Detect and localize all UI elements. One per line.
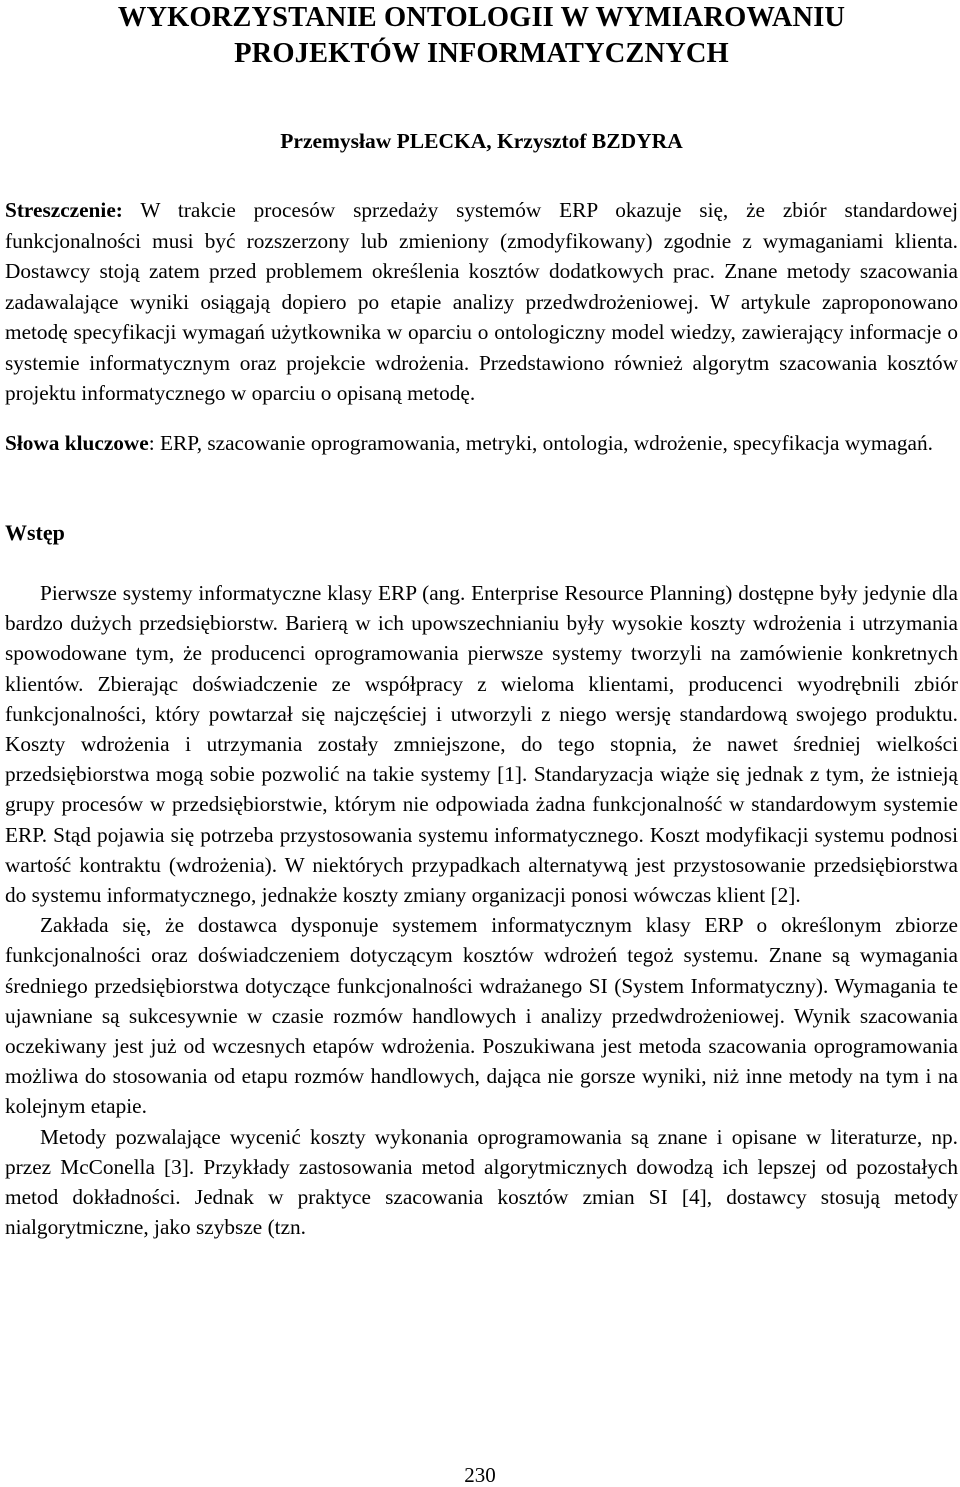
- document-page: [5, 0, 958, 1242]
- abstract: [5, 195, 958, 409]
- body-paragraph-3: Metody pozwalające wycenić koszty wykonania oprogramowania są znane i opisane w literaturze, np. przez McConella [3]. Przykłady zastosowania metod algorytmicznych dowodzą ich lepszej od pozostałych metod dokładności. Jednak w praktyce szacowania kosztów zmian SI [4], dostawcy stosują metody nialgorytmiczne, jako szybsze (tzn.: [5, 1124, 958, 1240]
- abstract-label: Streszczenie:: [5, 198, 123, 222]
- section-body: [5, 578, 958, 1242]
- abstract-text: W trakcie procesów sprzedaży systemów ERP okazuje się, że zbiór standardowej funkcjonalności musi być rozszerzony lub zmieniony (zmodyfikowany) zgodnie z wymaganiami klienta. Dostawcy stoją zatem przed problemem określenia kosztów dodatkowych prac. Znane metody szacowania zadawalające wyniki osiągają dopiero po etapie analizy przedwdrożeniowej. W artykule zaproponowano metodę specyfikacji wymagań użytkownika w oparciu o ontologiczny model wiedzy, zawierający informacje o systemie informatycznym oraz projekcie wdrożenia. Przedstawiono również algorytm szacowania kosztów projektu informatycznego w oparciu o opisaną metodę.: [5, 198, 958, 405]
- keywords: [5, 428, 958, 459]
- paper-title-line-2: PROJEKTÓW INFORMATYCZNYCH: [234, 38, 729, 69]
- section-heading: Wstęp: [5, 520, 65, 545]
- paper-title: [5, 0, 958, 72]
- body-paragraph-1: Pierwsze systemy informatyczne klasy ERP (ang. Enterprise Resource Planning) dostępne były jedynie dla bardzo dużych przedsiębiorstw. Barierą w ich upowszechnianiu były wysokie koszty wdrożenia i utrzymania spowodowane tym, że producenci oprogramowania pierwsze systemy tworzyli na zamówienie konkretnych klientów. Zbierając doświadczenie ze współpracy z wieloma klientami, producenci wyodrębnili zbiór funkcjonalności, który powtarzał się najczęściej i utworzyli z niego wersję standardową swojego produktu. Koszty wdrożenia i utrzymania zostały zmniejszone, do tego stopnia, że nawet średniej wielkości przedsiębiorstwa mogą sobie pozwolić na takie systemy [1]. Standaryzacja wiąże się jednak z tym, że istnieją grupy procesów w przedsiębiorstwie, którym nie odpowiada żadna funkcjonalność w standardowym systemie ERP. Stąd pojawia się potrzeba przystosowania systemu informatycznego. Koszt modyfikacji systemu podnosi wartość kontraktu (wdrożenia). W niektórych przypadkach alternatywą jest przystosowanie przedsiębiorstwa do systemu informatycznego, jednakże koszty zmiany organizacji ponosi wówczas klient [2].: [5, 581, 958, 908]
- paper-authors: Przemysław PLECKA, Krzysztof BZDYRA: [280, 129, 683, 153]
- paper-title-line-1: WYKORZYSTANIE ONTOLOGII W WYMIAROWANIU: [117, 2, 846, 33]
- keywords-label: Słowa kluczowe: [5, 430, 149, 455]
- page-number: 230: [464, 1463, 496, 1487]
- keywords-text: : ERP, szacowanie oprogramowania, metryki, ontologia, wdrożenie, specyfikacja wymagań.: [148, 430, 933, 455]
- body-paragraph-2: Zakłada się, że dostawca dysponuje systemem informatycznym klasy ERP o określonym zbiorze funkcjonalności oraz doświadczeniem dotyczącym kosztów wdrożeń tegoż systemu. Znane są wymagania średniego przedsiębiorstwa dotyczące funkcjonalności wdrażanego SI (System Informatyczny). Wymagania te ujawniane są sukcesywnie w czasie rozmów handlowych i analizy przedwdrożeniowej. Wynik szacowania oczekiwany jest już od wczesnych etapów wdrożenia. Poszukiwana jest metoda szacowania oprogramowania możliwa do stosowania od etapu rozmów handlowych, dająca nie gorsze wyniki, niż inne metody na tym i na kolejnym etapie.: [5, 913, 958, 1119]
